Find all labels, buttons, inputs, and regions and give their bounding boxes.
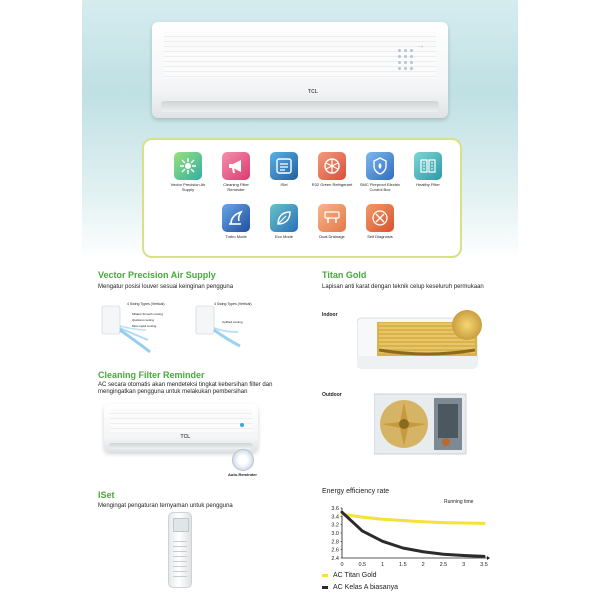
filter-icon	[414, 152, 442, 180]
leaf-icon	[270, 204, 298, 232]
ac-air-vent	[109, 443, 254, 449]
hero-ac-unit	[152, 22, 448, 118]
auto-reminder-badge	[232, 449, 254, 471]
legend-item-titan	[322, 572, 377, 579]
titan-title: Titan Gold	[322, 270, 367, 280]
energy-chart	[320, 504, 490, 570]
refrigerant-icon	[318, 152, 346, 180]
turbo-icon	[222, 204, 250, 232]
cleaning-desc: AC secara otomatis akan mendeteksi tingkat kebersihan filter dan mengingatkan pengguna untuk melakukan pembersihan	[98, 382, 273, 395]
feature-vector-air	[166, 152, 210, 192]
y-tick-label: 2.6	[331, 547, 339, 554]
feature-label: Dual Drainage	[319, 234, 345, 239]
reminder-indicator	[240, 423, 244, 427]
remote-buttons	[173, 537, 187, 577]
feature-dual-drainage	[310, 204, 354, 240]
chart-title: Energy efficiency rate	[322, 488, 390, 495]
gold-coil-closeup	[452, 310, 482, 340]
vector-right-mode: Uplifted cooling	[222, 320, 243, 324]
legend-swatch-standard	[322, 586, 328, 589]
remote-screen	[173, 518, 189, 532]
feature-healthy-filter	[406, 152, 450, 188]
series-standard-line	[342, 512, 484, 556]
series-titan-line	[342, 514, 484, 523]
chart-xlabel: Running time	[444, 499, 474, 505]
wrench-icon	[366, 204, 394, 232]
feature-label: Healthy Filter	[416, 182, 440, 187]
feature-label: ISet	[280, 182, 288, 187]
feature-label: Cleaning Filter Reminder	[223, 182, 249, 192]
x-tick-label: 2.5	[439, 562, 448, 568]
cleaning-ac-unit	[104, 404, 258, 452]
vector-left-mode: Mildest Smooth cooling	[132, 312, 164, 316]
feature-r32	[310, 152, 354, 188]
remote-screen-icon	[270, 152, 298, 180]
feature-label: Self Diagnosis	[367, 234, 393, 239]
x-tick-label: 1	[381, 562, 385, 568]
legend-item-standard	[322, 584, 398, 591]
auto-reminder-label: Auto-Reminder	[228, 472, 257, 477]
y-tick-label: 3.0	[331, 531, 339, 537]
feature-eco	[262, 204, 306, 240]
legend-swatch-titan	[322, 574, 328, 577]
brand-logo: TCL	[180, 434, 191, 441]
iset-desc: Mengingat pengaturan ternyaman untuk pengguna	[98, 503, 233, 509]
x-tick-label: 3.5	[480, 562, 488, 568]
feature-smc-fireproof	[358, 152, 402, 192]
x-tick-label: 1.5	[399, 562, 407, 568]
vector-desc: Mengatur posisi louver sesuai keinginan pengguna	[98, 284, 234, 290]
vector-left-mode: Most rapid cooling	[132, 324, 157, 328]
display-arrow: →	[417, 43, 425, 51]
shield-fire-icon	[366, 152, 394, 180]
vector-diagram-left	[100, 300, 190, 356]
vector-left-label: 4 Swing Types (Vertical)	[127, 302, 165, 306]
vector-right-label: 4 Swing Types (Vertical)	[214, 302, 252, 306]
feature-self-diagnosis	[358, 204, 402, 240]
feature-iset	[262, 152, 306, 188]
legend-label-titan: AC Titan Gold	[333, 572, 377, 579]
ac-front-panel	[110, 409, 252, 432]
outdoor-unit-image	[374, 392, 468, 458]
x-axis-arrow	[487, 556, 490, 560]
feature-cleaning-filter	[214, 152, 258, 192]
feature-label: Eco Mode	[274, 234, 293, 239]
vector-title: Vector Precision Air Supply	[98, 270, 216, 280]
feature-turbo	[214, 204, 258, 240]
product-page	[82, 0, 518, 600]
y-tick-label: 3.6	[331, 506, 339, 512]
indoor-label: Indoor	[322, 312, 338, 318]
ac-air-vent	[161, 101, 439, 113]
feature-label: R32 Green Refrigerant	[311, 182, 353, 187]
megaphone-icon	[222, 152, 250, 180]
vector-left-mode: Quickest cooling	[132, 318, 155, 322]
x-tick-label: 0	[340, 562, 344, 568]
y-tick-label: 2.8	[331, 539, 339, 546]
air-direction-icon	[174, 152, 202, 180]
vector-diagram-right	[194, 300, 274, 356]
drainage-icon	[318, 204, 346, 232]
ac-display	[396, 45, 424, 73]
legend-label-standard: AC Kelas A biasanya	[333, 584, 398, 591]
y-tick-label: 2.4	[331, 556, 339, 562]
iset-title: ISet	[98, 490, 115, 500]
y-tick-label: 3.4	[331, 514, 339, 521]
titan-desc: Lapisan anti karat dengan teknik celup keseluruh permukaan	[322, 284, 484, 290]
cleaning-title: Cleaning Filter Reminder	[98, 370, 205, 380]
remote-control-image	[168, 512, 192, 588]
feature-label: Turbo Mode	[225, 234, 247, 239]
y-tick-label: 3.2	[331, 522, 339, 529]
feature-label: SMC Fireproof Electric Control Box	[359, 182, 401, 192]
outdoor-label: Outdoor	[322, 392, 342, 398]
feature-label: Vector Precision Air Supply	[170, 182, 206, 192]
x-tick-label: 0.5	[358, 562, 367, 568]
x-tick-label: 2	[421, 562, 425, 568]
brand-logo: TCL	[308, 88, 318, 95]
feature-panel	[142, 138, 462, 258]
ac-front-panel	[164, 32, 436, 78]
x-tick-label: 3	[462, 562, 466, 568]
